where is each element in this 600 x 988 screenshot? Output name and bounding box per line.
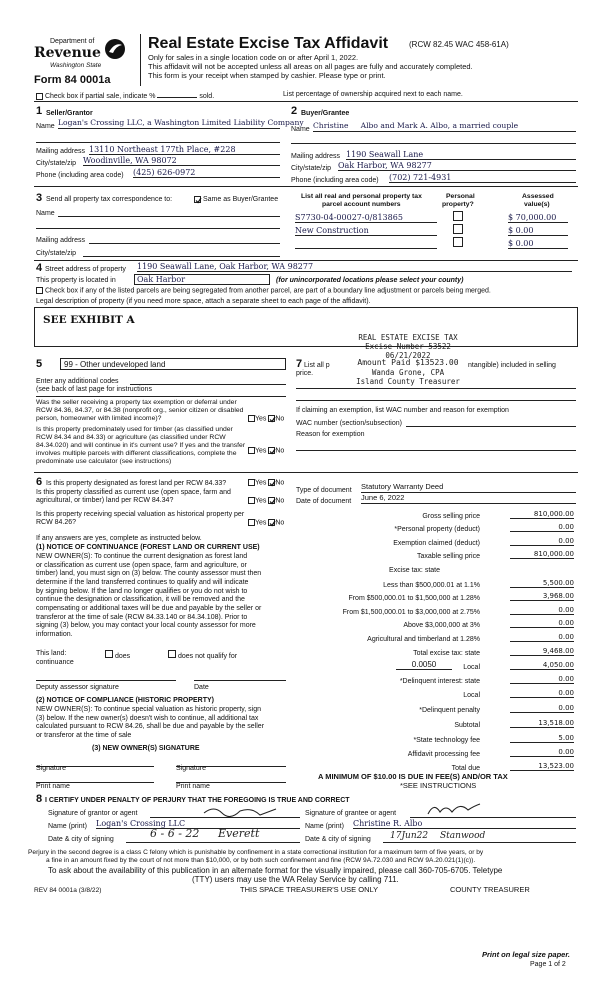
treasurer-stamp <box>318 333 498 360</box>
parcel-header-account: List all real and personal property tax <box>301 193 422 200</box>
tax-value-tier1[interactable]: 5,500.00 <box>510 579 574 588</box>
no-label: No <box>275 415 285 423</box>
divider-line <box>34 472 578 473</box>
section-number-4: 4 <box>36 262 43 274</box>
codes-field[interactable] <box>130 384 286 385</box>
new-owner-signature-title: (3) NEW OWNER(S) SIGNATURE <box>92 745 200 752</box>
question-timber: Is this property predominately used for timber (as classified under RCW 84.34 and 84.33) or agriculture (as classified under RCW 84.34.020) and will continue in it's current use? If yes and the transfer involves multiple parcels with different classifications, complete the predominate use calculator (see instructions) <box>36 426 246 466</box>
does-option <box>105 650 130 661</box>
compliance-line: (3) below. If the new owner(s) doesn't wish to continue, all additional tax <box>36 714 259 722</box>
continuance-line: NEW OWNER(S): To continue the current designation as forest land <box>36 553 248 560</box>
stamp-line1: REAL ESTATE EXCISE TAX <box>358 333 458 342</box>
legal-paper-note: Print on legal size paper. <box>482 950 570 959</box>
section7-line1 <box>296 388 576 389</box>
continuance-line: transferor at the time of sale (RCW 84.33.140 or 84.34.108). Prior to <box>36 613 248 621</box>
section3-city-label: City/state/zip <box>36 250 77 257</box>
divider-line <box>34 186 578 187</box>
tax-label-agricultural: Agricultural and timberland at 1.28% <box>367 636 480 643</box>
tax-label-tier4: Above $3,000,000 at 3% <box>403 622 480 629</box>
tax-label-subtotal: Subtotal <box>454 722 480 729</box>
seller-phone-field[interactable]: (425) 626-0972 <box>133 168 280 178</box>
tax-value-tier4[interactable]: 0.00 <box>510 619 574 628</box>
doc-date-label: Date of document <box>296 498 352 505</box>
tax-value-tier2[interactable]: 3,968.00 <box>510 592 574 601</box>
section-number-2: 2 <box>291 105 298 117</box>
section-number-8: 8 <box>36 793 43 805</box>
section-number-3: 3 <box>36 192 43 204</box>
partial-sale-row <box>36 91 214 101</box>
grantee-signature-scribble-icon <box>424 800 484 818</box>
instructions-note: If any answers are yes, complete as instructed below. <box>36 535 202 542</box>
yes-label: Yes <box>255 415 267 423</box>
buyer-name-field[interactable]: Christine Albo and Mark A. Albo, a married couple <box>313 122 576 132</box>
question-exemption: Was the seller receiving a property tax exemption or deferral under RCW 84.36, 84.37, or 84.38 (nonprofit org., senior citizen or disabled person, homeowner with limited income)? <box>36 399 244 423</box>
section7-line2 <box>296 400 576 401</box>
no-label: No <box>275 447 285 455</box>
segregated-label: Check box if any of the listed parcels are being segregated from another parcel, are part of a boundary line adjustment or parcels being merged. <box>44 287 491 295</box>
legal-desc-label: Legal description of property (if you need more space, attach a separate sheet to each page of the affidavit). <box>36 298 371 305</box>
partial-percent-field[interactable] <box>157 91 197 98</box>
legal-description-text: SEE EXHIBIT A <box>43 314 135 326</box>
form-rcw: (RCW 82.45 WAC 458-61A) <box>409 40 509 49</box>
same-as-buyer-label: Same as Buyer/Grantee <box>203 196 279 203</box>
buyer-phone-field[interactable]: (702) 721-4931 <box>389 173 576 183</box>
grantee-date-value: 17Jun22 <box>390 831 429 841</box>
no-label: No <box>275 479 285 487</box>
timber-yes-checkbox[interactable] <box>248 447 255 454</box>
page-number: Page 1 of 2 <box>530 961 566 968</box>
section7-text-c: price. <box>296 370 314 377</box>
form-title: Real Estate Excise Tax Affidavit <box>148 35 389 52</box>
notice-continuance-title: (1) NOTICE OF CONTINUANCE (FOREST LAND OR CURRENT USE) <box>36 544 260 551</box>
doc-type-field[interactable]: Statutory Warranty Deed <box>361 483 576 493</box>
exemption-yes-no <box>248 415 284 423</box>
tax-label-interest-local: Local <box>463 692 480 699</box>
grantee-sig-label: Signature of grantee or agent <box>305 810 397 817</box>
parcel-header-account-2: parcel account numbers <box>322 201 401 208</box>
continuance-line: compensating or additional taxes will be due and payable by the seller or <box>36 605 262 613</box>
seller-heading: Seller/Grantor <box>46 110 93 117</box>
tax-value-subtotal[interactable]: 13,518.00 <box>510 719 574 728</box>
grantor-name-label: Name (print) <box>48 823 87 830</box>
compliance-line: or transferor at the time of sale <box>36 732 132 740</box>
segregated-row <box>36 287 491 295</box>
continuance-line: information. <box>36 631 73 639</box>
grantor-date-field[interactable] <box>126 842 300 843</box>
personal-property-checkbox-1[interactable] <box>453 211 463 221</box>
same-as-buyer-checkbox[interactable] <box>194 196 201 203</box>
no-label: No <box>275 519 285 527</box>
stamp-line6: Island County Treasurer <box>356 376 460 386</box>
seller-phone-label: Phone (including area code) <box>36 172 124 179</box>
buyer-name-label: Name <box>291 126 310 133</box>
parcel-account-3[interactable] <box>295 239 437 249</box>
timber-yes-no <box>248 447 284 455</box>
checkmark-icon <box>195 197 202 204</box>
location-select[interactable]: Oak Harbor <box>134 274 270 285</box>
parcel-header-personal: Personal <box>446 193 475 200</box>
grantee-name-label: Name (print) <box>305 823 344 830</box>
section7-text-a: List all p <box>304 362 330 369</box>
buyer-city-label: City/state/zip <box>291 165 332 172</box>
buyer-name-line2 <box>291 143 576 144</box>
signature-label-2: Signature <box>176 765 206 772</box>
accessibility-line1: To ask about the availability of this publication in an alternate format for the visually impaired, please call 360-705-6705. Teletype <box>48 866 503 875</box>
tax-label-exemption: Exemption claimed (deduct) <box>393 540 480 547</box>
buyer-heading: Buyer/Grantee <box>301 110 350 117</box>
tax-value-interest-local[interactable]: 0.00 <box>510 689 574 698</box>
parcel-value-3[interactable]: $ 0.00 <box>508 239 568 249</box>
tax-label-gross: Gross selling price <box>422 513 480 520</box>
section3-name-line2 <box>36 228 280 229</box>
forest-question: Is this property designated as forest land per RCW 84.33? <box>46 480 227 487</box>
located-note: (for unincorporated locations please select your county) <box>276 277 464 284</box>
partial-sold-label: sold. <box>199 93 215 100</box>
tax-value-exemption[interactable]: 0.00 <box>510 537 574 546</box>
continuance-line: determine if the land transferred continues to qualify and will indicate <box>36 579 249 587</box>
does-not-label: does not qualify for <box>177 653 238 660</box>
section-number-1: 1 <box>36 105 43 117</box>
current-use-yes-no <box>248 497 284 505</box>
grantor-date-label: Date & city of signing <box>48 836 114 843</box>
stamp-line4: Amount Paid $13523.00 <box>357 358 459 367</box>
accessibility-line2: (TTY) users may use the WA Relay Service by calling 711. <box>192 875 399 884</box>
buyer-phone-label: Phone (including area code) <box>291 177 379 184</box>
tax-label-tier3: From $1,500,000.01 to $3,000,000 at 2.75% <box>342 609 480 616</box>
section3-city-field[interactable] <box>83 256 280 257</box>
notice-compliance-body <box>36 706 264 741</box>
no-label: No <box>275 497 285 505</box>
stamp-line3: 06/21/2022 <box>385 351 431 360</box>
county-treasurer-label: COUNTY TREASURER <box>450 885 530 894</box>
historic-yes-no <box>248 519 284 527</box>
parcel-value-2[interactable]: $ 0.00 <box>508 226 568 236</box>
doc-type-label: Type of document <box>296 487 352 494</box>
yes-label: Yes <box>255 479 267 487</box>
wac-number-label: WAC number (section/subsection) <box>296 420 402 427</box>
ownership-note: List percentage of ownership acquired next to each name. <box>283 91 463 98</box>
personal-property-checkbox-3[interactable] <box>453 237 463 247</box>
grantor-sig-label: Signature of grantor or agent <box>48 810 138 817</box>
codes-line2 <box>36 396 286 397</box>
stamp-line5: Wanda Grone, CPA <box>371 367 445 377</box>
seller-name-label: Name <box>36 123 55 130</box>
section3-text: Send all property tax correspondence to: <box>46 196 173 203</box>
dept-line1: Department of <box>50 38 95 45</box>
grantee-city-value: Stanwood <box>440 831 486 841</box>
assessor-date-label: Date <box>194 684 209 691</box>
header-sub2: This affidavit will not be accepted unless all areas on all pages are fully and accurately completed. <box>148 62 473 71</box>
land-use-select[interactable]: 99 - Other undeveloped land <box>60 358 286 370</box>
section3-mail-label: Mailing address <box>36 237 86 244</box>
perjury-line2: a fine in an amount fixed by the court of not more than $10,000, or by both such confinement and fine (RCW 9A.72.030 and RCW 9A.20.021(1)(c)). <box>46 857 476 864</box>
tax-label-tier1: Less than $500,000.01 at 1.1% <box>383 582 480 589</box>
local-rate-field[interactable]: 0.0050 <box>396 660 452 670</box>
does-not-option <box>168 650 237 661</box>
tax-value-taxable[interactable]: 810,000.00 <box>510 550 574 559</box>
street-address-field[interactable]: 1190 Seawall Lane, Oak Harbor, WA 98277 <box>137 262 572 272</box>
grantor-city-value: Everett <box>218 827 260 840</box>
parcel-header-value: Assessed <box>522 193 554 200</box>
parcel-header-personal-2: property? <box>442 201 474 208</box>
exemption-yes-checkbox[interactable] <box>248 415 255 422</box>
parcel-account-1[interactable]: S7730-04-00027-0/813865 <box>295 213 437 223</box>
assessor-sig-label: Deputy assessor signature <box>36 684 119 691</box>
current-use-question: Is this property classified as current use (open space, farm and agricultural, or timber) land per RCW 84.34? <box>36 489 231 505</box>
assessor-date-field[interactable] <box>194 680 286 681</box>
continuance-label: continuance <box>36 659 74 666</box>
grantor-signature-scribble-icon <box>200 803 280 819</box>
continuance-line: continue the designation or classification, it will be removed and the <box>36 596 245 604</box>
grantee-date-label: Date & city of signing <box>305 836 371 843</box>
compliance-line: NEW OWNER(S): To continue special valuation as historic property, sign <box>36 706 261 713</box>
signature-label-1: Signature <box>36 765 66 772</box>
treasurer-stamp-lower <box>318 358 498 386</box>
divider-line <box>34 101 578 102</box>
print-name-label-1: Print name <box>36 783 70 790</box>
parcel-account-2[interactable]: New Construction <box>295 226 437 236</box>
tax-value-local[interactable]: 4,050.00 <box>510 661 574 670</box>
seller-city-field[interactable]: Woodinville, WA 98072 <box>83 156 280 166</box>
codes-label: Enter any additional codes <box>36 378 119 385</box>
does-label: does <box>114 653 131 660</box>
revision-label: REV 84 0001a (3/8/22) <box>34 887 102 894</box>
form-number: Form 84 0001a <box>34 74 111 86</box>
header-sub1: Only for sales in a single location code on or after April 1, 2022. <box>148 53 359 62</box>
treasurer-use-label: THIS SPACE TREASURER'S USE ONLY <box>240 885 379 894</box>
codes-note: (see back of last page for instructions <box>36 386 152 393</box>
compliance-line: calculated pursuant to RCW 84.26, shall be due and payable by the seller <box>36 723 265 731</box>
continuance-line: timber) land, you must sign on (3) below. The county assessor must then <box>36 570 262 578</box>
continuance-line: or classification as current use (open space, farm and agriculture, or <box>36 561 247 569</box>
tax-value-gross[interactable]: 810,000.00 <box>510 510 574 519</box>
section-number-6: 6 <box>36 476 43 488</box>
buyer-mail-field[interactable]: 1190 Seawall Lane <box>346 150 576 160</box>
partial-sale-checkbox[interactable] <box>36 93 43 100</box>
perjury-line1: Perjury in the second degree is a class C felony which is punishable by confinement in a state correctional institution for a maximum term of five years, or by <box>28 849 484 856</box>
wac-claim-label: If claiming an exemption, list WAC number and reason for exemption <box>296 407 509 414</box>
buyer-mail-label: Mailing address <box>291 153 341 160</box>
seller-name-line2 <box>36 142 280 143</box>
this-land-label: This land: <box>36 650 67 657</box>
tax-label-delinquent-penalty: *Delinquent penalty <box>419 707 480 714</box>
reason-label: Reason for exemption <box>296 431 365 438</box>
section-number-5: 5 <box>36 358 43 370</box>
tax-label-local: Local <box>463 664 480 671</box>
print-name-label-2: Print name <box>176 783 210 790</box>
reason-field[interactable] <box>296 450 576 451</box>
current-use-yes-checkbox[interactable] <box>248 497 255 504</box>
tax-label-processing-fee: Affidavit processing fee <box>407 751 480 758</box>
revenue-swoosh-icon <box>104 38 126 60</box>
forest-yes-no <box>248 479 284 487</box>
parcel-value-1[interactable]: $ 70,000.00 <box>508 213 568 223</box>
tax-label-total-due: Total due <box>451 765 480 772</box>
seller-name-field[interactable]: Logan's Crossing LLC, a Washington Limited Liability Company <box>58 118 304 127</box>
tax-label-delinquent-interest: *Delinquent interest: state <box>399 678 480 685</box>
tax-label-technology-fee: *State technology fee <box>413 737 480 744</box>
historic-question: Is this property receiving special valuation as historical property per RCW 84.26? <box>36 511 245 527</box>
tax-label-excise-state: Excise tax: state <box>389 567 440 574</box>
tax-label-tier2: From $500,000.01 to $1,500,000 at 1.28% <box>348 595 480 602</box>
continuance-line: signing (3) below, you may contact your local county assessor for more <box>36 622 256 630</box>
grantor-name-field[interactable]: Logan's Crossing LLC <box>96 819 300 829</box>
dept-line3: Washington State <box>50 62 102 69</box>
street-label: Street address of property <box>45 266 126 273</box>
section-number-7: 7 <box>296 358 303 370</box>
wac-number-field[interactable] <box>406 426 576 427</box>
segregated-checkbox[interactable] <box>36 287 43 294</box>
section7-text-b: ntangible) included in selling <box>468 362 556 369</box>
tax-value-delinquent-interest[interactable]: 0.00 <box>510 675 574 684</box>
grantee-name-field[interactable]: Christine R. Albo <box>353 819 576 829</box>
assessor-signature-field[interactable] <box>36 680 176 681</box>
section3-name-field[interactable] <box>58 216 280 217</box>
located-label: This property is located in <box>36 277 116 284</box>
seller-city-label: City/state/zip <box>36 160 77 167</box>
minimum-due-note: A MINIMUM OF $10.00 IS DUE IN FEE(S) AND/OR TAX <box>318 772 508 781</box>
tax-value-total-due[interactable]: 13,523.00 <box>510 762 574 771</box>
grantee-date-field[interactable] <box>383 842 576 843</box>
tax-label-total-state: Total excise tax: state <box>413 650 480 657</box>
does-checkbox[interactable] <box>105 650 113 658</box>
grantor-date-value: 6 - 6 - 22 <box>150 827 200 840</box>
yes-label: Yes <box>255 497 267 505</box>
tax-value-personal[interactable]: 0.00 <box>510 523 574 532</box>
continuance-line: by signing below. If the land no longer qualifies or you do not wish to <box>36 587 248 595</box>
personal-property-checkbox-2[interactable] <box>453 224 463 234</box>
seller-mail-label: Mailing address <box>36 148 86 155</box>
divider-line <box>34 260 578 261</box>
yes-label: Yes <box>255 519 267 527</box>
tax-value-technology-fee[interactable]: 5.00 <box>510 734 574 743</box>
tax-label-taxable: Taxable selling price <box>416 553 480 560</box>
tax-label-personal: *Personal property (deduct) <box>394 526 480 533</box>
notice-continuance-body <box>36 553 261 640</box>
tax-value-processing-fee[interactable]: 0.00 <box>510 748 574 757</box>
seller-mail-field[interactable]: 13110 Northeast 177th Place, #228 <box>89 145 280 155</box>
doc-date-field[interactable]: June 6, 2022 <box>361 494 576 504</box>
tax-value-delinquent-penalty[interactable]: 0.00 <box>510 704 574 713</box>
see-instructions-note: *SEE INSTRUCTIONS <box>400 781 477 790</box>
header-sub3: This form is your receipt when stamped by cashier. Please type or print. <box>148 71 386 80</box>
tax-value-agricultural[interactable]: 0.00 <box>510 633 574 642</box>
tax-value-total-state[interactable]: 9,468.00 <box>510 647 574 656</box>
yes-label: Yes <box>255 447 267 455</box>
parcel-header-value-2: value(s) <box>524 201 550 208</box>
notice-compliance-title: (2) NOTICE OF COMPLIANCE (HISTORIC PROPERTY) <box>36 697 214 704</box>
forest-yes-checkbox[interactable] <box>248 479 255 486</box>
certify-statement: I CERTIFY UNDER PENALTY OF PERJURY THAT THE FOREGOING IS TRUE AND CORRECT <box>45 797 350 804</box>
partial-sale-label: Check box if partial sale, indicate % <box>44 93 156 100</box>
section3-mail-field[interactable] <box>89 243 280 244</box>
stamp-line2: Excise Number 53522 <box>365 342 451 351</box>
dept-line2: Revenue <box>34 45 101 61</box>
buyer-city-field[interactable]: Oak Harbor, WA 98277 <box>338 161 576 171</box>
historic-yes-checkbox[interactable] <box>248 519 255 526</box>
section3-name-label: Name <box>36 210 55 217</box>
header-divider <box>140 34 141 86</box>
does-not-checkbox[interactable] <box>168 650 176 658</box>
tax-value-tier3[interactable]: 0.00 <box>510 606 574 615</box>
